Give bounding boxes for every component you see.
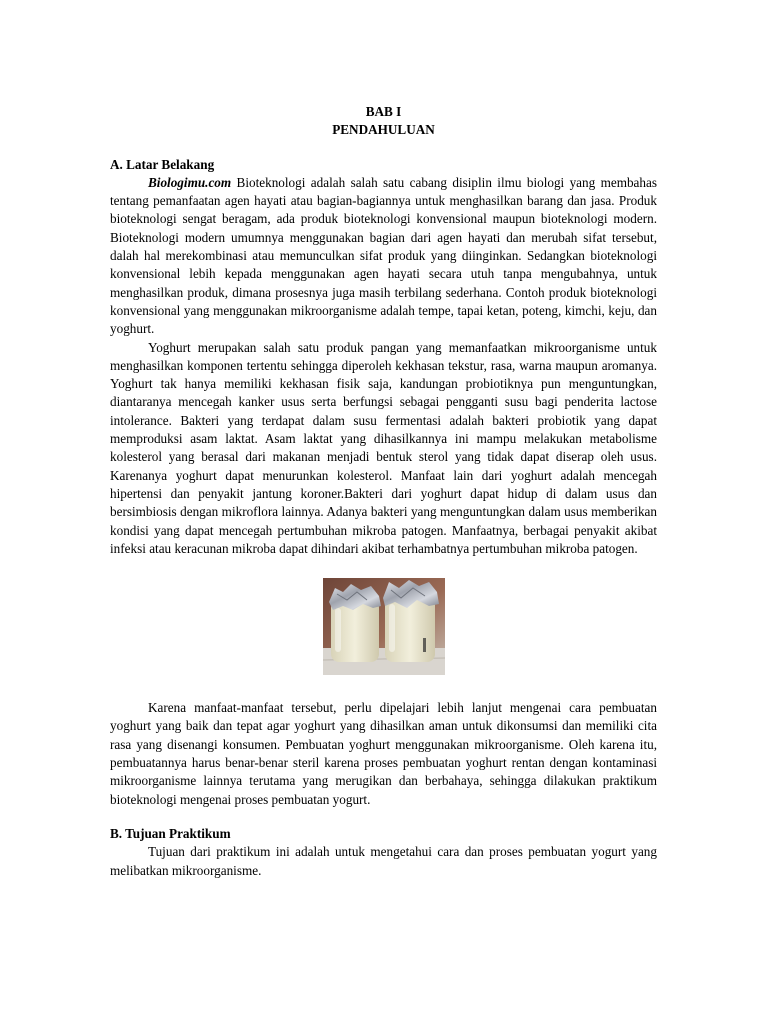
- chapter-number: BAB I: [365, 104, 402, 119]
- paragraph-objective: Tujuan dari praktikum ini adalah untuk mengetahui cara dan proses pembuatan yogurt yang melibatkan mikroorganisme.: [110, 844, 657, 878]
- paragraph-reason: Karena manfaat-manfaat tersebut, perlu dipelajari lebih lanjut mengenai cara pembuatan yoghurt yang baik dan tepat agar yoghurt yang dihasilkan aman untuk dikonsumsi dan memiliki cita rasa yang disenangi konsumen. Pembuatan yoghurt menggunakan mikroorganisme. Oleh karena itu, pembuatannya harus benar-benar steril karena proses pembuatan yoghurt rentan dengan kontaminasi mikroorganisme lainnya terutama yang merugikan dan berbahaya, sehingga dilakukan praktikum bioteknologi mengenai proses pembuatan yogurt.: [110, 700, 657, 807]
- source-lead-word: Biologimu.com: [148, 174, 232, 190]
- paragraph-intro: [110, 174, 657, 339]
- section-b-title: B. Tujuan Praktikum: [110, 825, 231, 841]
- paragraph-yoghurt: Yoghurt merupakan salah satu produk pangan yang memanfaatkan mikroorganisme untuk menghasilkan komponen tertentu sehingga diperoleh kekhasan tekstur, rasa, warna maupun aromanya. Yoghurt tak hanya memiliki kekhasan fisik saja, kandungan probiotiknya pun menguntungkan, diantaranya mencegah kanker usus serta berfungsi sebagai pengganti susu bagi penderita lactose intolerance. Bakteri yang terdapat dalam susu fermentasi adalah bakteri probiotik yang dapat memproduksi asam laktat. Asam laktat yang dihasilkannya ini mampu melakukan metabolisme kolesterol yang berasal dari makanan menjadi bentuk sterol yang tidak dapat diserap oleh usus. Karenanya yoghurt dapat menurunkan kolesterol. Manfaat lain dari yoghurt adalah mencegah hipertensi dan penyakit jantung koroner.Bakteri dari yoghurt dapat hidup di dalam usus dan bersimbiosis dengan mikroflora lainnya. Adanya bakteri yang menguntungkan dalam usus memberikan kondisi yang dapat mencegah pertumbuhan mikroba patogen. Manfaatnya, berbagai penyakit akibat infeksi atau keracunan mikroba dapat dihindari akibat terhambatnya pertumbuhan mikroba patogen.: [110, 339, 657, 556]
- yoghurt-jars-image: [323, 578, 445, 675]
- section-a-title: A. Latar Belakang: [110, 156, 215, 172]
- document-body: [110, 103, 657, 880]
- paragraph-intro-text: Bioteknologi adalah salah satu cabang disiplin ilmu biologi yang membahas tentang pemanfaatan agen hayati atau bagian-bagiannya untuk menghasilkan barang dan jasa. Produk bioteknologi sengat beragam, ada produk bioteknologi konvensional maupun bioteknologi modern. Bioteknologi modern umumnya menggunakan bagian dari agen hayati dan merubah sifat tersebut, dalah hal merekombinasi atau memunculkan sifat produk yang diinginkan. Sedangkan bioteknologi konvensional lebih kepada menggunakan agen hayati secara utuh tanpa mengubahnya, untuk menghasilkan produk, dimana prosesnya juga masih terbilang sederhana. Contoh produk bioteknologi konvensional yang menggunakan mikroorganisme adalah tempe, tapai ketan, poteng, kimchi, keju, dan yoghurt.: [110, 174, 657, 337]
- chapter-title: PENDAHULUAN: [332, 122, 435, 138]
- yoghurt-jars-photo: [323, 578, 445, 675]
